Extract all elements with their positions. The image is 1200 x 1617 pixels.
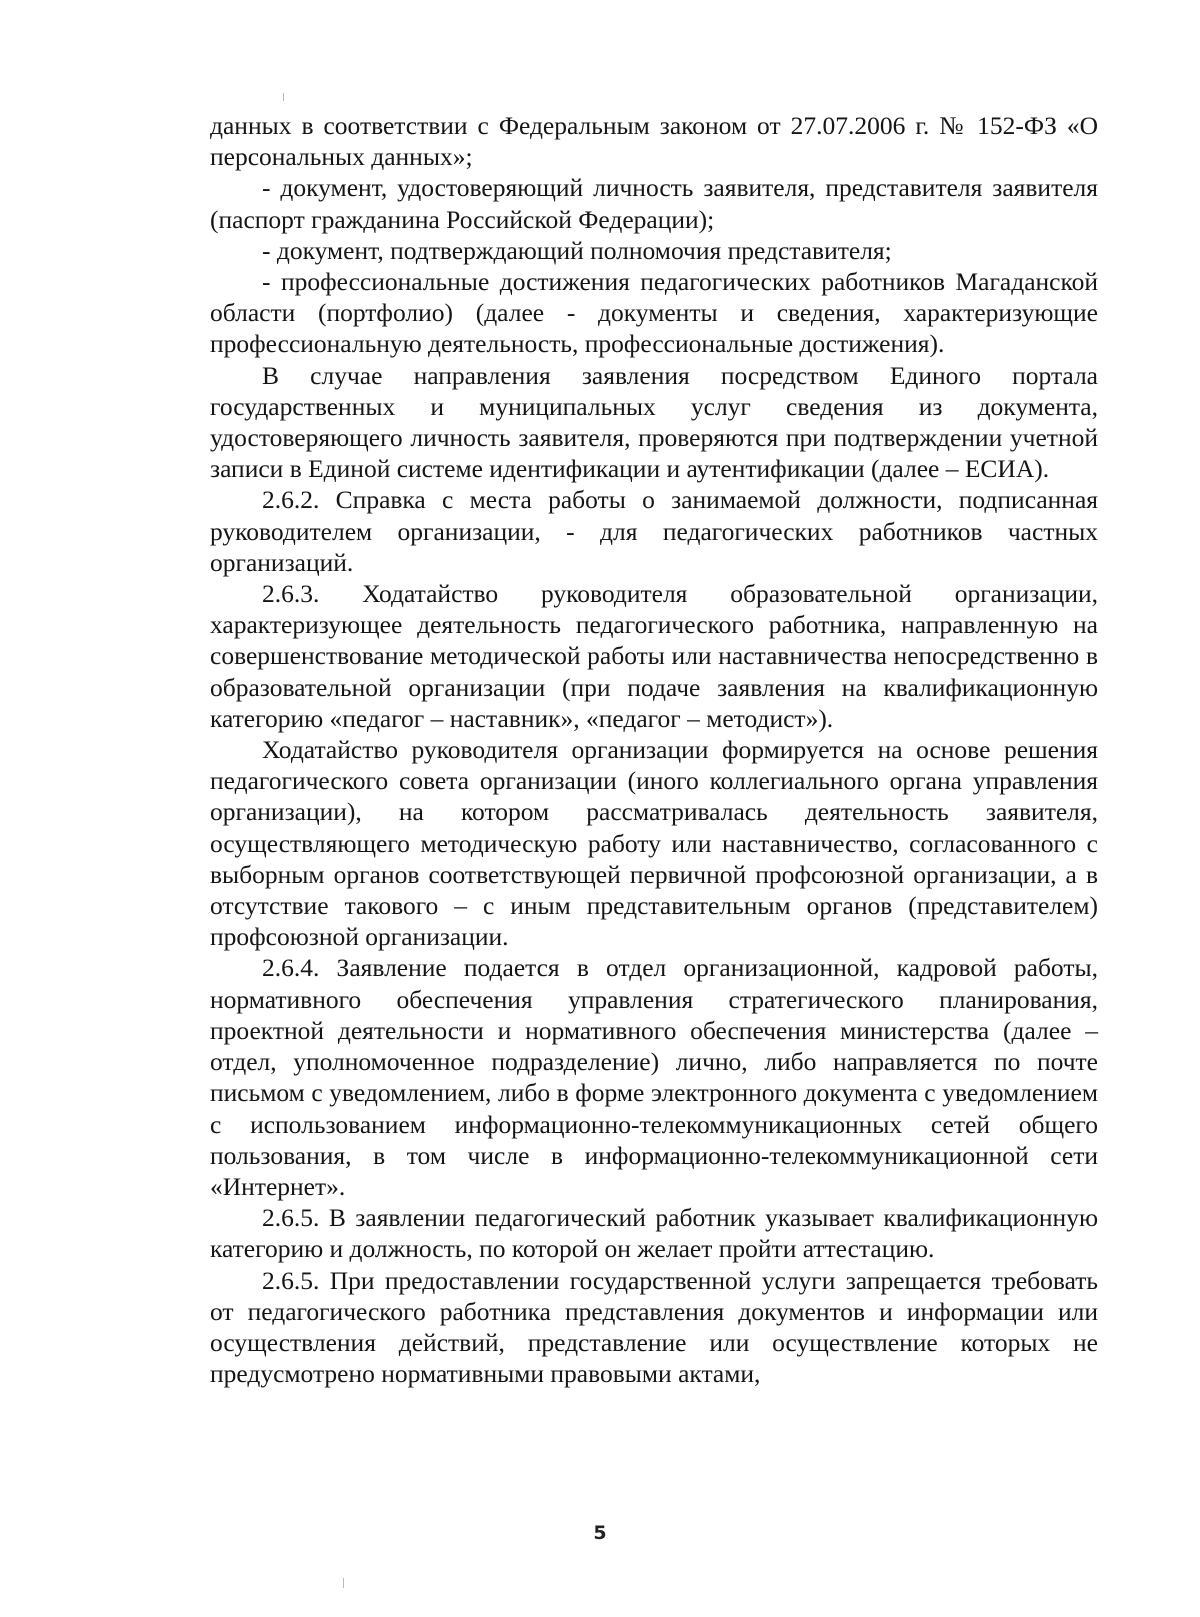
paragraph-2-6-4: 2.6.4. Заявление подается в отдел организационной, кадровой работы, нормативного обеспечения управления стратегического планирования, проектной деятельности и нормативного обеспечения министерства (далее – отдел, уполномоченное подразделение) лично, либо направляется по почте письмом с уведомлением, либо в форме электронного документа с уведомлением с использованием информационно-телекоммуникационных сетей общего пользования, в том числе в информационно-телекоммуникационной сети «Интернет». — [210, 953, 1098, 1201]
paragraph-2-6-5-prohibition: 2.6.5. При предоставлении государственной услуги запрещается требовать от педагогического работника представления документов и информации или осуществления действий, представление или осуществление которых не предусмотрено нормативными правовыми актами, — [210, 1265, 1098, 1389]
document-body — [210, 110, 1098, 1389]
list-item-identity-document: - документ, удостоверяющий личность заявителя, представителя заявителя (паспорт гражданина Российской Федерации); — [210, 173, 1098, 234]
list-item-portfolio: - профессиональные достижения педагогических работников Магаданской области (портфолио) (далее - документы и сведения, характеризующие профессиональную деятельность, профессиональные достижения). — [210, 267, 1098, 359]
scan-mark-top — [283, 93, 284, 101]
list-item-authority-document: - документ, подтверждающий полномочия представителя; — [262, 235, 892, 265]
paragraph-2-6-5-category: 2.6.5. В заявлении педагогический работник указывает квалификационную категорию и должность, по которой он желает пройти аттестацию. — [210, 1203, 1098, 1264]
paragraph-2-6-2: 2.6.2. Справка с места работы о занимаемой должности, подписанная руководителем организации, - для педагогических работников частных организаций. — [210, 485, 1098, 577]
paragraph-esia: В случае направления заявления посредством Единого портала государственных и муниципальных услуг сведения из документа, удостоверяющего личность заявителя, проверяются при подтверждении учетной записи в Единой системе идентификации и аутентификации (далее – ЕСИА). — [210, 360, 1098, 484]
paragraph-2-6-3: 2.6.3. Ходатайство руководителя образовательной организации, характеризующее деятельность педагогического работника, направленную на совершенствование методической работы или наставничества непосредственно в образовательной организации (при подаче заявления на квалификационную категорию «педагог – наставник», «педагог – методист»). — [210, 579, 1098, 733]
page-number: 5 — [593, 1522, 607, 1544]
paragraph-continuation: данных в соответствии с Федеральным законом от 27.07.2006 г. № 152-ФЗ «О персональных данных»; — [210, 111, 1098, 172]
scan-mark-bottom — [343, 1578, 344, 1588]
paragraph-petition-formation: Ходатайство руководителя организации формируется на основе решения педагогического совета организации (иного коллегиального органа управления организации), на котором рассматривалась деятельность заявителя, осуществляющего методическую работу или наставничество, согласованного с выборным органов соответствующей первичной профсоюзной организации, а в отсутствие такового – с иным представительным органов (представителем) профсоюзной организации. — [210, 735, 1098, 952]
